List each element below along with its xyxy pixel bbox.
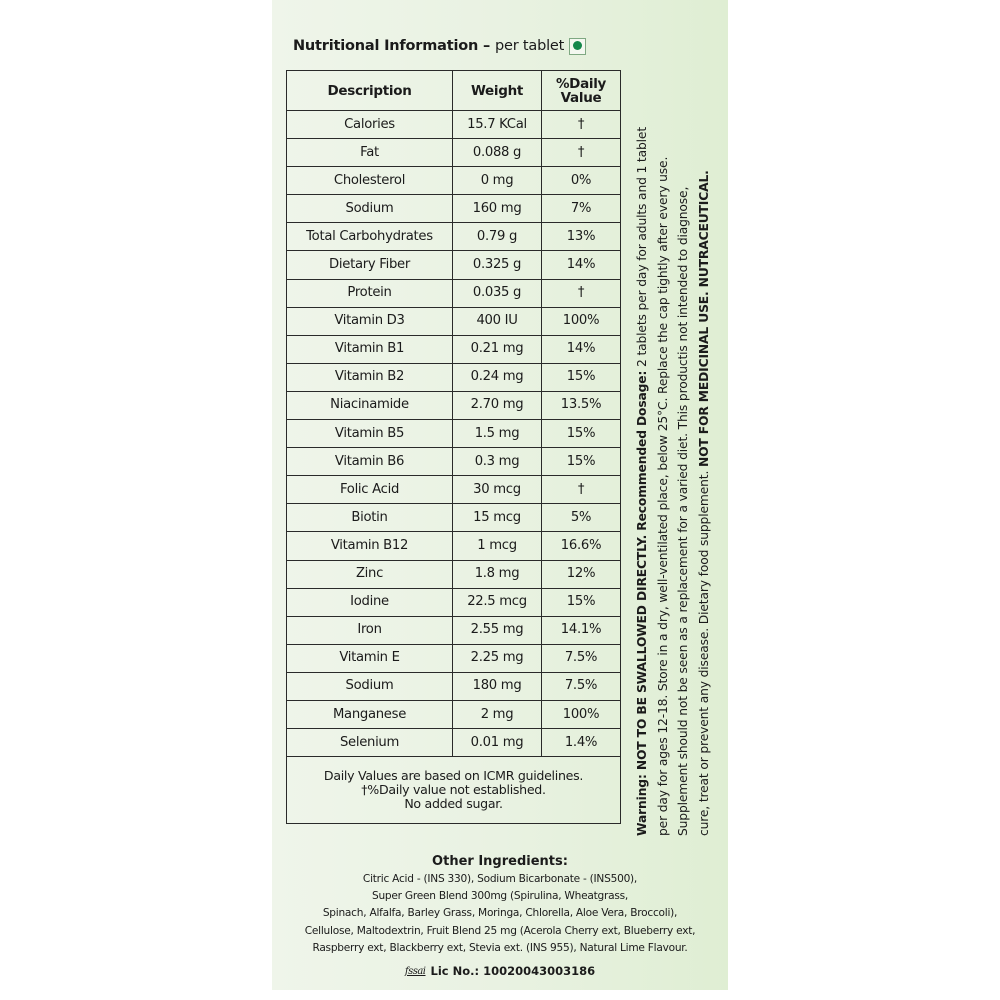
cell-weight: 1.8 mg: [453, 560, 542, 588]
cell-description: Vitamin B2: [287, 363, 453, 391]
cell-daily-value: 14%: [542, 251, 621, 279]
cell-daily-value: 13%: [542, 223, 621, 251]
table-footnote: [287, 757, 621, 824]
cell-daily-value: 7%: [542, 195, 621, 223]
cell-weight: 0.79 g: [453, 223, 542, 251]
table-row: [287, 700, 621, 728]
cell-weight: 2.25 mg: [453, 644, 542, 672]
table-row: [287, 476, 621, 504]
cell-description: Cholesterol: [287, 167, 453, 195]
cell-daily-value: 15%: [542, 588, 621, 616]
title-bold: Nutritional Information –: [293, 38, 491, 54]
header-weight: Weight: [453, 71, 542, 111]
cell-daily-value: 7.5%: [542, 672, 621, 700]
footnote-line: †%Daily value not established.: [361, 782, 546, 798]
cell-daily-value: 15%: [542, 363, 621, 391]
table-row: [287, 560, 621, 588]
table-row: [287, 363, 621, 391]
cell-weight: 0.01 mg: [453, 729, 542, 757]
cell-description: Selenium: [287, 729, 453, 757]
table-header-row: [287, 71, 621, 111]
cell-daily-value: 100%: [542, 700, 621, 728]
other-ingredients-heading: Other Ingredients:: [432, 854, 568, 869]
cell-daily-value: 0%: [542, 167, 621, 195]
cell-daily-value: 12%: [542, 560, 621, 588]
cell-description: Vitamin B1: [287, 335, 453, 363]
warning-line-4: [694, 56, 715, 836]
table-row: [287, 111, 621, 139]
table-row: [287, 139, 621, 167]
table-row: [287, 448, 621, 476]
cell-weight: 0.035 g: [453, 279, 542, 307]
cell-weight: 30 mcg: [453, 476, 542, 504]
cell-weight: 15.7 KCal: [453, 111, 542, 139]
cell-daily-value: †: [542, 476, 621, 504]
cell-weight: 0 mg: [453, 167, 542, 195]
cell-description: Manganese: [287, 700, 453, 728]
ingredients-line: Cellulose, Maltodextrin, Fruit Blend 25 mg (Acerola Cherry ext, Blueberry ext,: [304, 924, 696, 937]
other-ingredients: [272, 853, 728, 957]
cell-description: Folic Acid: [287, 476, 453, 504]
cell-daily-value: 13.5%: [542, 391, 621, 419]
footnote-line: No added sugar.: [404, 796, 503, 812]
license-number: [272, 964, 728, 978]
cell-description: Vitamin B5: [287, 420, 453, 448]
cell-daily-value: 7.5%: [542, 644, 621, 672]
cell-weight: 0.325 g: [453, 251, 542, 279]
cell-description: Vitamin B12: [287, 532, 453, 560]
table-row: [287, 335, 621, 363]
cell-weight: 2.55 mg: [453, 616, 542, 644]
table-row: [287, 588, 621, 616]
header-daily-line1: %Daily: [555, 75, 607, 92]
cell-weight: 15 mcg: [453, 504, 542, 532]
cell-weight: 22.5 mcg: [453, 588, 542, 616]
table-row: [287, 420, 621, 448]
warning-line-2: per day for ages 12-18. Store in a dry, well-ventilated place, below 25°C. Replace the cap tightly after every use.: [655, 156, 670, 836]
table-row: [287, 532, 621, 560]
cell-daily-value: 14.1%: [542, 616, 621, 644]
cell-daily-value: 1.4%: [542, 729, 621, 757]
license-text: Lic No.: 10020043003186: [430, 964, 596, 978]
cell-weight: 160 mg: [453, 195, 542, 223]
cell-description: Iodine: [287, 588, 453, 616]
warning-text: [632, 56, 716, 836]
ingredients-line: Citric Acid - (INS 330), Sodium Bicarbonate - (INS500),: [362, 873, 638, 885]
header-description: Description: [287, 71, 453, 111]
cell-description: Zinc: [287, 560, 453, 588]
cell-daily-value: †: [542, 111, 621, 139]
table-row: [287, 391, 621, 419]
cell-daily-value: 15%: [542, 448, 621, 476]
cell-daily-value: 100%: [542, 307, 621, 335]
cell-weight: 400 IU: [453, 307, 542, 335]
cell-description: Sodium: [287, 195, 453, 223]
cell-description: Biotin: [287, 504, 453, 532]
veg-symbol-icon: [569, 38, 586, 55]
cell-description: Calories: [287, 111, 453, 139]
table-row: [287, 195, 621, 223]
cell-daily-value: †: [542, 279, 621, 307]
cell-weight: 0.3 mg: [453, 448, 542, 476]
warning-not-medicinal: NOT FOR MEDICINAL USE. NUTRACEUTICAL.: [696, 170, 711, 468]
cell-weight: 0.21 mg: [453, 335, 542, 363]
table-row: [287, 223, 621, 251]
cell-description: Fat: [287, 139, 453, 167]
table-row: [287, 616, 621, 644]
cell-weight: 0.088 g: [453, 139, 542, 167]
table-row: [287, 307, 621, 335]
warning-dosage: 2 tablets per day for adults and 1 tablet: [635, 127, 649, 371]
cell-weight: 2 mg: [453, 700, 542, 728]
cell-description: Dietary Fiber: [287, 251, 453, 279]
cell-description: Protein: [287, 279, 453, 307]
cell-daily-value: †: [542, 139, 621, 167]
cell-description: Vitamin B6: [287, 448, 453, 476]
cell-weight: 0.24 mg: [453, 363, 542, 391]
warning-supplement: cure, treat or prevent any disease. Dietary food supplement.: [696, 467, 711, 836]
table-row: [287, 729, 621, 757]
warning-bold: Warning: NOT TO BE SWALLOWED DIRECTLY. Recommended Dosage:: [635, 370, 649, 836]
header-daily-value: [542, 71, 621, 111]
cell-description: Total Carbohydrates: [287, 223, 453, 251]
ingredients-line: Spinach, Alfalfa, Barley Grass, Moringa, Chlorella, Aloe Vera, Broccoli),: [322, 907, 678, 920]
cell-description: Sodium: [287, 672, 453, 700]
cell-description: Vitamin E: [287, 644, 453, 672]
cell-weight: 1 mcg: [453, 532, 542, 560]
table-row: [287, 167, 621, 195]
nutrition-table: [286, 70, 621, 824]
cell-weight: 2.70 mg: [453, 391, 542, 419]
title-sub: per tablet: [495, 38, 565, 54]
cell-daily-value: 16.6%: [542, 532, 621, 560]
table-row: [287, 504, 621, 532]
ingredients-line: Raspberry ext, Blackberry ext, Stevia ext. (INS 955), Natural Lime Flavour.: [312, 941, 688, 954]
table-row: [287, 279, 621, 307]
footnote-line: Daily Values are based on ICMR guidelines.: [323, 768, 584, 784]
warning-line-1: [632, 56, 653, 836]
cell-weight: 180 mg: [453, 672, 542, 700]
cell-weight: 1.5 mg: [453, 420, 542, 448]
cell-daily-value: 15%: [542, 420, 621, 448]
ingredients-line: Super Green Blend 300mg (Spirulina, Wheatgrass,: [371, 890, 629, 903]
table-row: [287, 644, 621, 672]
fssai-logo: fssai: [404, 965, 426, 977]
warning-line-3: Supplement should not be seen as a replacement for a varied diet. This productis not intended to diagnose,: [676, 186, 690, 836]
nutrition-title: [293, 35, 586, 57]
table-row: [287, 672, 621, 700]
cell-description: Iron: [287, 616, 453, 644]
table-row: [287, 251, 621, 279]
header-daily-line2: Value: [560, 89, 602, 106]
cell-daily-value: 5%: [542, 504, 621, 532]
cell-description: Niacinamide: [287, 391, 453, 419]
cell-daily-value: 14%: [542, 335, 621, 363]
cell-description: Vitamin D3: [287, 307, 453, 335]
table-footnote-row: [287, 757, 621, 824]
